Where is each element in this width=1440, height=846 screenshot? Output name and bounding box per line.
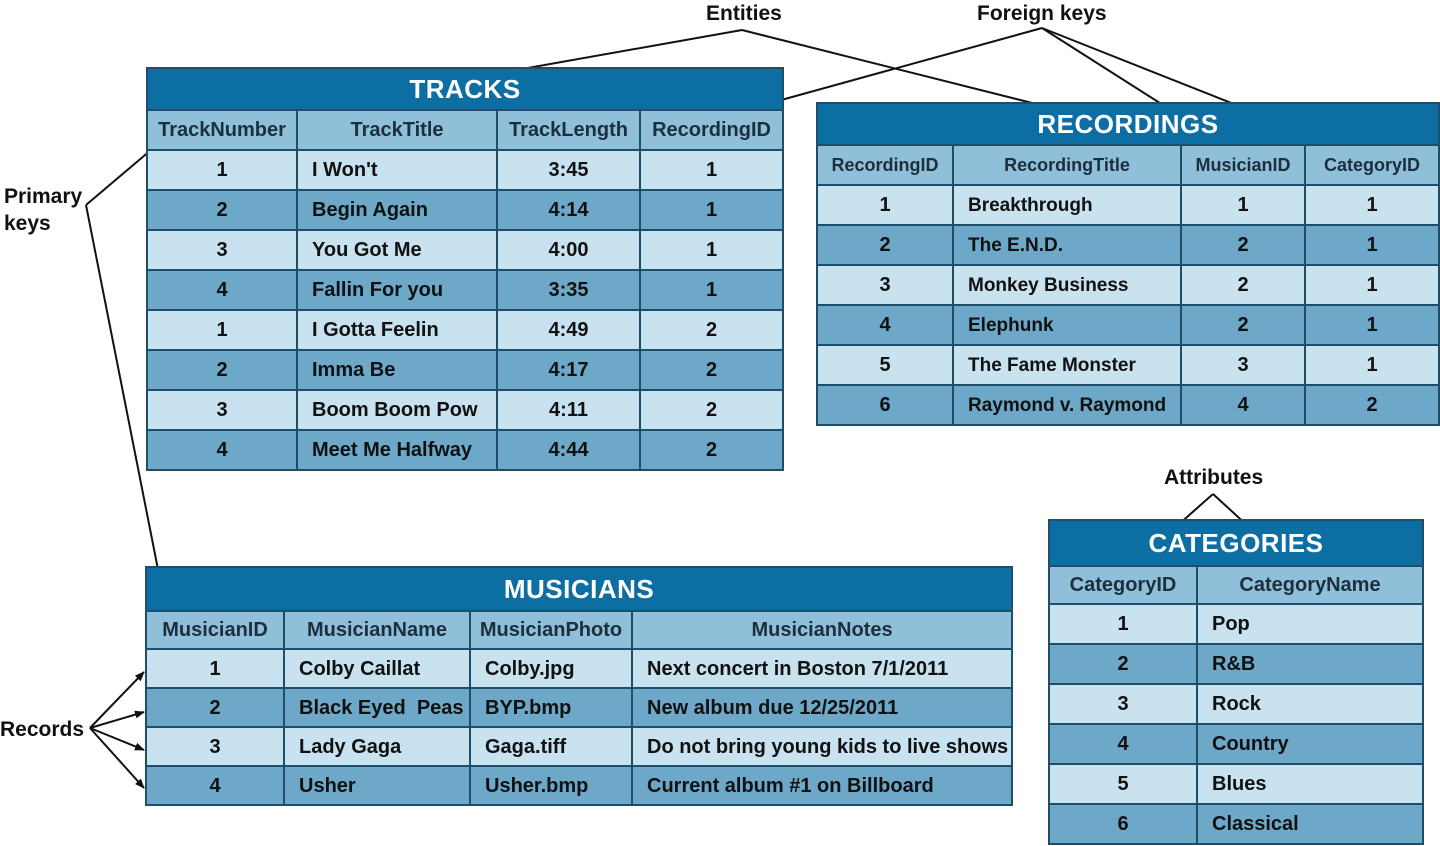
recordings-col-recordingtitle: RecordingTitle <box>953 145 1181 185</box>
tracks-cell: 4:00 <box>497 230 640 270</box>
tracks-cell: 1 <box>640 190 783 230</box>
recordings-cell: 1 <box>817 185 953 225</box>
tracks-cell: I Gotta Feelin <box>297 310 497 350</box>
tracks-cell: 1 <box>147 310 297 350</box>
categories-row <box>1049 644 1423 684</box>
tracks-row <box>147 150 783 190</box>
musicians-title: MUSICIANS <box>146 567 1012 611</box>
tracks-cell: 1 <box>640 270 783 310</box>
recordings-cell: 2 <box>1181 225 1305 265</box>
arrow-entities-to-recordings <box>742 30 1052 108</box>
recordings-row <box>817 225 1439 265</box>
categories-table <box>1048 519 1424 845</box>
categories-row <box>1049 724 1423 764</box>
tracks-cell: 2 <box>640 430 783 470</box>
arrow-records-row3 <box>90 728 144 750</box>
musicians-table <box>145 566 1013 806</box>
musicians-row <box>146 688 1012 727</box>
musicians-col-musicianphoto: MusicianPhoto <box>470 611 632 649</box>
recordings-row <box>817 305 1439 345</box>
musicians-cell: Usher <box>284 766 470 805</box>
recordings-row <box>817 385 1439 425</box>
arrow-entities-to-tracks <box>505 30 742 72</box>
recordings-col-musicianid: MusicianID <box>1181 145 1305 185</box>
tracks-cell: 4:17 <box>497 350 640 390</box>
musicians-cell: 4 <box>146 766 284 805</box>
categories-row <box>1049 684 1423 724</box>
tracks-table <box>146 67 784 471</box>
categories-cell: Pop <box>1197 604 1423 644</box>
musicians-cell: 2 <box>146 688 284 727</box>
tracks-col-tracktitle: TrackTitle <box>297 110 497 150</box>
callout-foreign-keys: Foreign keys <box>977 2 1107 25</box>
recordings-cell: The E.N.D. <box>953 225 1181 265</box>
musicians-row <box>146 649 1012 688</box>
tracks-row <box>147 430 783 470</box>
recordings-cell: 3 <box>817 265 953 305</box>
categories-row <box>1049 604 1423 644</box>
tracks-cell: Fallin For you <box>297 270 497 310</box>
tracks-cell: 1 <box>640 230 783 270</box>
tracks-cell: 1 <box>640 150 783 190</box>
categories-cell: Country <box>1197 724 1423 764</box>
tracks-cell: 2 <box>640 350 783 390</box>
recordings-cell: 6 <box>817 385 953 425</box>
tracks-cell: 4:14 <box>497 190 640 230</box>
recordings-row <box>817 345 1439 385</box>
categories-title: CATEGORIES <box>1049 520 1423 566</box>
tracks-row <box>147 390 783 430</box>
recordings-col-categoryid: CategoryID <box>1305 145 1439 185</box>
arrow-records-row4 <box>90 728 144 788</box>
musicians-cell: Usher.bmp <box>470 766 632 805</box>
callout-records: Records <box>0 718 85 741</box>
musicians-cell: BYP.bmp <box>470 688 632 727</box>
musicians-cell: Current album #1 on Billboard <box>632 766 1012 805</box>
recordings-cell: Elephunk <box>953 305 1181 345</box>
tracks-cell: 4:49 <box>497 310 640 350</box>
recordings-row <box>817 265 1439 305</box>
arrow-records-row1 <box>90 672 144 728</box>
tracks-row <box>147 230 783 270</box>
categories-row <box>1049 804 1423 844</box>
musicians-cell: Black Eyed Peas <box>284 688 470 727</box>
recordings-cell: 1 <box>1305 265 1439 305</box>
categories-cell: 2 <box>1049 644 1197 684</box>
recordings-cell: 1 <box>1305 345 1439 385</box>
recordings-cell: Raymond v. Raymond <box>953 385 1181 425</box>
tracks-col-tracklength: TrackLength <box>497 110 640 150</box>
callout-attributes: Attributes <box>1164 466 1264 489</box>
musicians-cell: Next concert in Boston 7/1/2011 <box>632 649 1012 688</box>
recordings-cell: 2 <box>1181 265 1305 305</box>
tracks-cell: 4 <box>147 430 297 470</box>
recordings-cell: 1 <box>1181 185 1305 225</box>
tracks-cell: 3:45 <box>497 150 640 190</box>
categories-col-categoryname: CategoryName <box>1197 566 1423 604</box>
musicians-col-musiciannotes: MusicianNotes <box>632 611 1012 649</box>
tracks-cell: 1 <box>147 150 297 190</box>
recordings-table <box>816 102 1440 426</box>
categories-cell: Classical <box>1197 804 1423 844</box>
categories-col-categoryid: CategoryID <box>1049 566 1197 604</box>
musicians-cell: Gaga.tiff <box>470 727 632 766</box>
musicians-row <box>146 727 1012 766</box>
categories-cell: R&B <box>1197 644 1423 684</box>
tracks-row <box>147 190 783 230</box>
callout-primary-keys-line1: Primary <box>4 185 83 208</box>
categories-cell: 4 <box>1049 724 1197 764</box>
recordings-cell: 5 <box>817 345 953 385</box>
recordings-cell: 4 <box>1181 385 1305 425</box>
tracks-cell: You Got Me <box>297 230 497 270</box>
musicians-cell: Do not bring young kids to live shows <box>632 727 1012 766</box>
categories-cell: 5 <box>1049 764 1197 804</box>
musicians-cell: New album due 12/25/2011 <box>632 688 1012 727</box>
tracks-row <box>147 270 783 310</box>
tracks-cell: 2 <box>640 310 783 350</box>
recordings-cell: 4 <box>817 305 953 345</box>
callout-primary-keys-line2: keys <box>4 212 51 236</box>
musicians-cell: 3 <box>146 727 284 766</box>
tracks-cell: 3 <box>147 230 297 270</box>
arrow-records-row2 <box>90 712 144 728</box>
categories-row <box>1049 764 1423 804</box>
tracks-col-recordingid: RecordingID <box>640 110 783 150</box>
recordings-cell: 1 <box>1305 225 1439 265</box>
tracks-title: TRACKS <box>147 68 783 110</box>
recordings-cell: 1 <box>1305 185 1439 225</box>
musicians-row <box>146 766 1012 805</box>
recordings-row <box>817 185 1439 225</box>
tracks-row <box>147 350 783 390</box>
tracks-cell: Meet Me Halfway <box>297 430 497 470</box>
recordings-cell: Breakthrough <box>953 185 1181 225</box>
musicians-col-musicianname: MusicianName <box>284 611 470 649</box>
recordings-cell: 3 <box>1181 345 1305 385</box>
recordings-cell: 2 <box>1181 305 1305 345</box>
tracks-cell: 2 <box>640 390 783 430</box>
tracks-cell: 4:11 <box>497 390 640 430</box>
musicians-col-musicianid: MusicianID <box>146 611 284 649</box>
tracks-cell: 2 <box>147 350 297 390</box>
categories-cell: 1 <box>1049 604 1197 644</box>
recordings-cell: Monkey Business <box>953 265 1181 305</box>
tracks-cell: Begin Again <box>297 190 497 230</box>
tracks-cell: Imma Be <box>297 350 497 390</box>
recordings-cell: 1 <box>1305 305 1439 345</box>
recordings-cell: 2 <box>817 225 953 265</box>
recordings-col-recordingid: RecordingID <box>817 145 953 185</box>
tracks-cell: Boom Boom Pow <box>297 390 497 430</box>
tracks-row <box>147 310 783 350</box>
recordings-title: RECORDINGS <box>817 103 1439 145</box>
categories-cell: 6 <box>1049 804 1197 844</box>
tracks-cell: I Won't <box>297 150 497 190</box>
musicians-cell: Lady Gaga <box>284 727 470 766</box>
categories-cell: Blues <box>1197 764 1423 804</box>
tracks-cell: 4:44 <box>497 430 640 470</box>
tracks-col-tracknumber: TrackNumber <box>147 110 297 150</box>
callout-primary-keys <box>4 183 82 238</box>
tracks-cell: 3:35 <box>497 270 640 310</box>
categories-cell: 3 <box>1049 684 1197 724</box>
recordings-cell: The Fame Monster <box>953 345 1181 385</box>
musicians-cell: Colby.jpg <box>470 649 632 688</box>
tracks-cell: 3 <box>147 390 297 430</box>
tracks-cell: 2 <box>147 190 297 230</box>
musicians-cell: 1 <box>146 649 284 688</box>
recordings-cell: 2 <box>1305 385 1439 425</box>
tracks-cell: 4 <box>147 270 297 310</box>
musicians-cell: Colby Caillat <box>284 649 470 688</box>
categories-cell: Rock <box>1197 684 1423 724</box>
callout-entities: Entities <box>706 2 782 25</box>
